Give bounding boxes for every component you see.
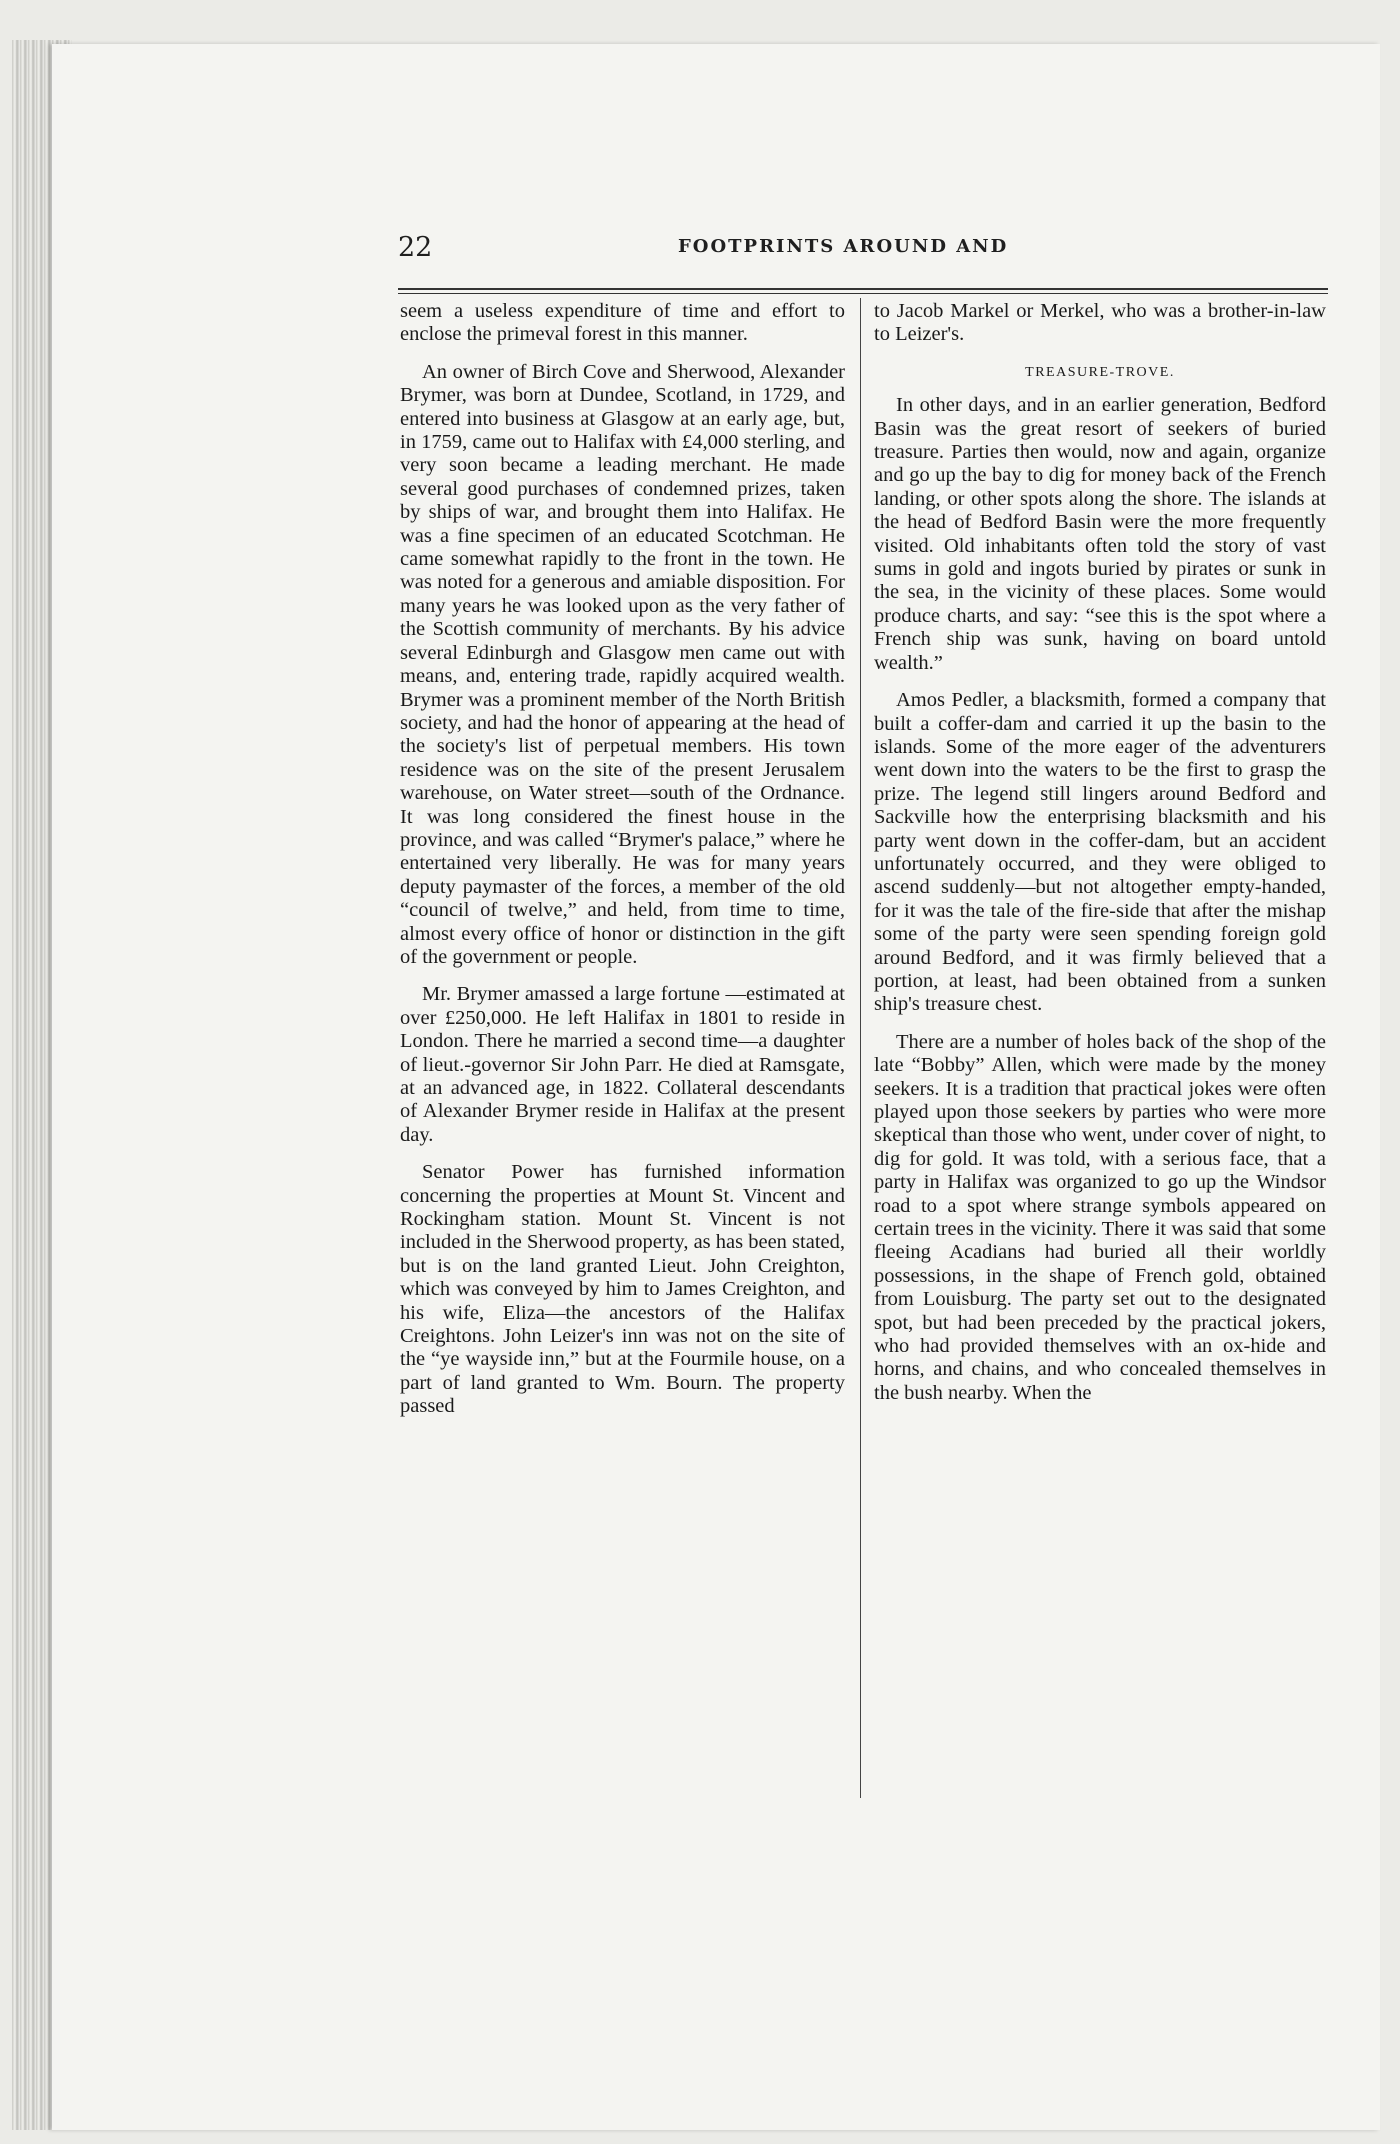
paragraph-brymer: An owner of Birch Cove and Sherwood, Alexander Brymer, was born at Dundee, Scotland, in 1729, and entered into business at Glasgow at an early age, but, in 1759, came out to Halifax with £4,000 sterling, and very soon became a leading merchant. He made several good purchases of condemned prizes, taken by ships of war, and brought them into Halifax. He was a fine specimen of an educated Scotchman. He came somewhat rapidly to the front in the town. He was noted for a generous and amiable disposition. For many years he was looked upon as the very father of the Scottish community of merchants. By his advice several Edinburgh and Glasgow men came out with means, and, entering trade, rapidly acquired wealth. Brymer was a prominent member of the North British society, and had the honor of appearing at the head of the society's list of perpetual members. His town residence was on the site of the present Jerusalem warehouse, on Water street—south of the Ordnance. It was long considered the finest house in the province, and was called “Brymer's palace,” where he entertained very liberally. He was for many years deputy paymaster of the forces, a member of the old “council of twelve,” and held, from time to time, almost every office of honor or distinction in the gift of the government or people. (400, 360, 845, 968)
paragraph-bedford-basin: In other days, and in an earlier generation, Bedford Basin was the great resort of seekers of buried treasure. Parties then would, now and again, organize and go up the bay to dig for money back of the French landing, or other spots along the shore. The islands at the head of Bedford Basin were the more frequently visited. Old inhabitants often told the story of vast sums in gold and ingots buried by pirates or sunk in the sea, in the vicinity of these places. Some would produce charts, and say: “see this is the spot where a French ship was sunk, having on board untold wealth.” (874, 394, 1326, 674)
paragraph-brymer-fortune: Mr. Brymer amassed a large fortune —estimated at over £250,000. He left Halifax in 1801 to reside in London. There he married a second time—a daughter of lieut.-governor Sir John Parr. He died at Ramsgate, at an advanced age, in 1822. Collateral descendants of Alexander Brymer reside in Halifax at the present day. (400, 983, 845, 1146)
paragraph-amos-pedler: Amos Pedler, a blacksmith, formed a company that built a coffer-dam and carried it up the basin to the islands. Some of the more eager of the adventurers went down into the waters to be the first to grasp the prize. The legend still lingers around Bedford and Sackville how the enterprising blacksmith and his party went down in the coffer-dam, but an accident unfortunately occurred, and they were obliged to ascend suddenly—but not altogether empty-handed, for it was the tale of the fire-side that after the mishap some of the party were seen spending foreign gold around Bedford, and it was firmly believed that a portion, at least, had been obtained from a sunken ship's treasure chest. (874, 689, 1326, 1016)
left-column (400, 300, 845, 1433)
paragraph-continued-right: to Jacob Markel or Merkel, who was a brother-in-law to Leizer's. (874, 300, 1326, 346)
right-column (874, 300, 1326, 1419)
header-double-rule (398, 288, 1328, 294)
paragraph-holes-bobby-allen: There are a number of holes back of the shop of the late “Bobby” Allen, which were made by the money seekers. It is a tradition that practical jokes were often played upon those seekers by parties who were more skeptical than those who went, under cover of night, to dig for gold. It was told, with a serious face, that a party in Halifax was organized to go up the Windsor road to a spot where strange symbols appeared on certain trees in the vicinity. There it was said that some fleeing Acadians had buried all their worldly possessions, in the shape of French gold, obtained from Louisburg. The party set out to the designated spot, but had been preceded by the practical jokers, who had provided themselves with an ox-hide and horns, and chains, and who concealed themselves in the bush nearby. When the (874, 1030, 1326, 1404)
running-title: FOOTPRINTS AROUND AND (678, 236, 1009, 257)
column-divider-rule (860, 298, 861, 1798)
page-number: 22 (398, 232, 433, 263)
paragraph-continued: seem a useless expenditure of time and effort to enclose the primeval forest in this manner. (400, 300, 845, 346)
running-head (398, 232, 1328, 272)
paragraph-senator-power: Senator Power has furnished information concerning the properties at Mount St. Vincent and Rockingham station. Mount St. Vincent is not included in the Sherwood property, as has been stated, but is on the land granted Lieut. John Creighton, which was conveyed by him to James Creighton, and his wife, Eliza—the ancestors of the Halifax Creightons. John Leizer's inn was not on the site of the “ye wayside inn,” but at the Fourmile house, on a part of land granted to Wm. Bourn. The property passed (400, 1161, 845, 1418)
section-heading: TREASURE-TROVE. (1025, 364, 1175, 380)
